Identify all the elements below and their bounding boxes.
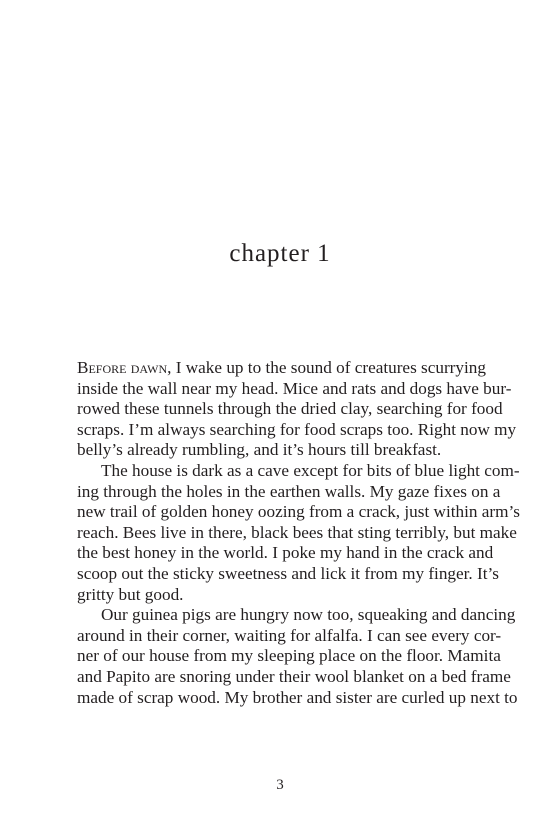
paragraph-2-line-5: the best honey in the world. I poke my hand in the crack and bbox=[77, 543, 494, 563]
paragraph-2-line-1: The house is dark as a cave except for bits of blue light com- bbox=[101, 461, 520, 480]
paragraph-2-line-4: reach. Bees live in there, black bees that sting terribly, but make bbox=[77, 522, 517, 542]
paragraph-2-line-7: gritty but good. bbox=[77, 584, 184, 604]
paragraph-3-line-2: around in their corner, waiting for alfalfa. I can see every cor- bbox=[77, 625, 502, 645]
paragraph-3-line-3: ner of our house from my sleeping place on the floor. Mamita bbox=[77, 646, 501, 666]
paragraph-2-line-6: scoop out the sticky sweetness and lick it from my finger. It’s bbox=[77, 564, 499, 583]
paragraph-2-line-2: ing through the holes in the earthen walls. My gaze fixes on a bbox=[77, 481, 501, 501]
paragraph-3-line-4: and Papito are snoring under their wool blanket on a bed frame bbox=[77, 667, 511, 686]
paragraph-1-line-2: inside the wall near my head. Mice and rats and dogs have bur- bbox=[77, 378, 512, 398]
paragraph-1-line-4: scraps. I’m always searching for food scraps too. Right now my bbox=[77, 419, 517, 439]
paragraph-2-line-3: new trail of golden honey oozing from a crack, just within arm’s bbox=[77, 502, 520, 522]
chapter-title: chapter 1 bbox=[229, 240, 331, 267]
text-run: , I wake up to the sound of creatures scurrying bbox=[167, 358, 486, 377]
page-number: 3 bbox=[276, 777, 284, 793]
paragraph-3-line-1: Our guinea pigs are hungry now too, squeaking and dancing bbox=[101, 605, 516, 625]
paragraph-1-line-3: rowed these tunnels through the dried clay, searching for food bbox=[77, 399, 503, 419]
paragraph-lead-smallcaps: Before dawn bbox=[77, 358, 168, 377]
paragraph-1-line-5: belly’s already rumbling, and it’s hours till breakfast. bbox=[77, 440, 442, 460]
paragraph-3-line-5: made of scrap wood. My brother and sister are curled up next to bbox=[77, 687, 518, 707]
